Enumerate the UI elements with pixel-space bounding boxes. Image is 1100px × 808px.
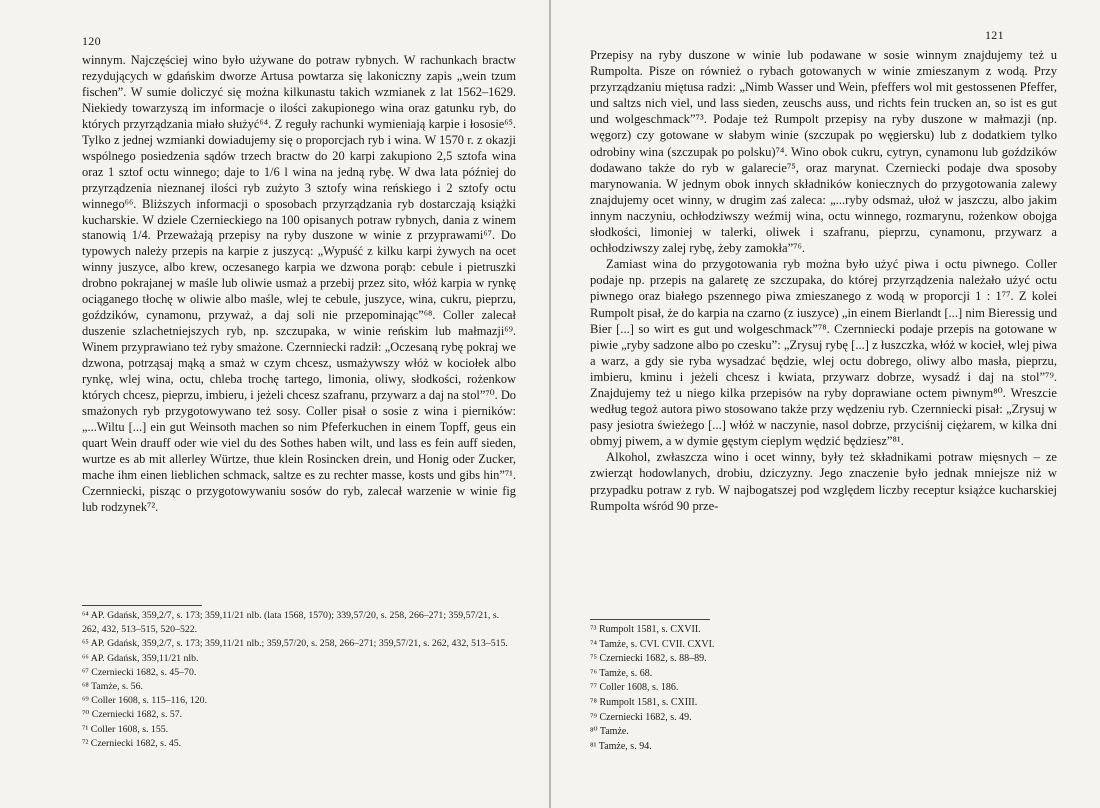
left-paragraph-1: winnym. Najczęściej wino było używane do potraw rybnych. W rachunkach bractw rezydujących w gdańskim dworze Artusa powtarza się lakoniczny zapis „wein tzum fischen”. W sumie doliczyć się można kilkunastu takich wzmianek z lat 1562–1629. Niekiedy towarzyszą im informacje o ilości zakupionego wina oraz gatunku ryb, do których przyrządzania miało służyć⁶⁴. Z reguły rachunki wymieniają karpie i łososie⁶⁵. Tylko z jednej wzmianki dowiadujemy się o proporcjach ryb i wina. W 1570 r. z okazji wspólnego posiedzenia sądów trzech bractw do 20 karpi zakupiono 2,5 sztofa wina oraz 1 sztof octu winnego; daje to 1/6 l wina na jedną rybę. W dwa lata później do przyrządzenia nieznanej ilości ryb zużyto 3 sztofy wina reńskiego i 2 sztofy octu winnego⁶⁶. Bliższych informacji o sposobach przyrządzania ryb dostarczają książki kucharskie. W dziele Czernieckiego na 100 opisanych potraw rybnych, dania z winem stanowią 1/4. Przeważają przepisy na ryby duszone w winie z przyprawami⁶⁷. Do typowych należy przepis na karpie z juszycą: „Wypuść z kilku karpi żywych na ocet winny juszyce, albo krew, oczesanego karpia we dzwona porąb: cebule i pietruszki drobno pokrajanej w maśle lub oliwie usmaż a przebij przez sito, włóż karpia w rynkę ociąganego tłochę w oliwie albo maśle, wlej te cebule, juszyce, wina, cukru, pieprzu, goździków, cynamonu, przyważ, a daj soli nie przepominając”⁶⁸. Coller zalecał duszenie szlachetniejszych ryb, np. szczupaka, w winie reńskim lub małmazji⁶⁹. Winem przyprawiano też ryby smażone. Czernniecki radził: „Oczesaną rybę pokraj we dzwona, potrząsaj mąką a smaż w czym chcesz, usmażywszy włóż w kociołek albo rynkę, wlej wina, octu, chleba trochę tartego, limonia, oliwy, słodkości, rożenkow których chcesz, pieprzu, imbieru, i jeżeli chcesz szafranu, przywarz a daj na stol”⁷⁰. Do smażonych ryb przygotowywano też sosy. Coller pisał o sosie z wina i pierników: „...Wiltu [...] ein gut Weinsoth machen so nim Pfeferkuchen in einem Topff, geus ein quart Wein drauff oder wie viel du des Sothes haben wilt, und lass es fein auff sieden, wurtze es ab mit allerley Würtze, thue klein Rosincken drein, und Honig oder Zucker, mache ihm einen lieblichen schmack, saltze es zu rechter masse, kosts und gibs hin”⁷¹. Czernniecki, pisząc o przygotowywaniu sosów do ryb, zalecał warzenie w winie fig lub rodzynek⁷².	[82, 53, 516, 514]
footnote-70: ⁷⁰ Czerniecki 1682, s. 57.	[82, 709, 183, 721]
footnote-69: ⁶⁹ Coller 1608, s. 115–116, 120.	[82, 695, 208, 707]
footnote-80: ⁸⁰ Tamże.	[590, 726, 629, 738]
footnote-66: ⁶⁶ AP. Gdańsk, 359,11/21 nlb.	[82, 652, 199, 664]
right-footnote-rule	[590, 619, 710, 620]
footnote-67: ⁶⁷ Czerniecki 1682, s. 45–70.	[82, 666, 197, 678]
right-body-text	[590, 47, 1057, 514]
right-footnotes	[590, 623, 1057, 754]
footnote-74: ⁷⁴ Tamże, s. CVI. CVII. CXVI.	[590, 638, 715, 650]
footnote-72: ⁷² Czerniecki 1682, s. 45.	[82, 737, 182, 749]
footnote-78: ⁷⁸ Rumpolt 1581, s. CXIII.	[590, 696, 698, 708]
right-paragraph-3: Alkohol, zwłaszcza wino i ocet winny, były też składnikami potraw mięsnych – ze zwierząt hodowlanych, drobiu, dziczyzny. Jego znaczenie było jednak mniejsze niż w przypadku potraw z ryb. W najbogatszej pod względem liczby receptur książce kucharskiej Rumpolta wśród 90 prze-	[590, 450, 1057, 513]
left-page	[0, 0, 549, 808]
footnote-76: ⁷⁶ Tamże, s. 68.	[590, 667, 653, 679]
footnote-81: ⁸¹ Tamże, s. 94.	[590, 740, 652, 752]
right-page	[551, 0, 1100, 808]
footnote-73: ⁷³ Rumpolt 1581, s. CXVII.	[590, 624, 701, 635]
right-paragraph-2: Zamiast wina do przygotowania ryb można było użyć piwa i octu piwnego. Coller podaje np. przepis na galaretę ze szczupaka, do której przyrządzenia należało użyć octu piwnego oraz białego pszennego piwa zmieszanego z wodą w proporcji 1 : 1⁷⁷. Z kolei Rumpolt pisał, że do karpia na czarno (z iuszyce) „in einem Bierlandt [...] nim Bieressig und Bier [...] so wirt es gut und wolgeschmack”⁷⁸. Czernniecki podaje przepis na gotowane w piwie „ryby sadzone albo po czesku”: „Zrysuj rybę [...] z łuszczka, włóż w kocieł, wlej piwa a warz, a gdy sie ryba wysadzać będzie, wlej octu dobrego, oliwy albo masła, pieprzu, imbieru, kminu i jeżeli chcesz i kwiata, przywarz dobrze, wysadź i daj na stol”⁷⁹. Znajdujemy też u niego kilka przepisów na ryby doprawiane octem piwnym⁸⁰. Wreszcie według tegoż autora piwo stosowano także przy wędzeniu ryb. Czernniecki pisał: „Zrysuj w pasy jesiotra świeżego [...] włóż w naczynie, nasol dobrze, przyciśnij ciężarem, w kilka dni obmyj piwem, a w dymie gęstym cieplym wędzić będziesz”⁸¹.	[590, 257, 1057, 449]
footnote-64: ⁶⁴ AP. Gdańsk, 359,2/7, s. 173; 359,11/21 nlb. (lata 1568, 1570); 339,57/20, s. 258, 266–271; 359,57/21, s. 262, 432, 513–515, 520–522.	[82, 610, 500, 636]
footnote-68: ⁶⁸ Tamże, s. 56.	[82, 681, 143, 693]
page-number-right: 121	[985, 28, 1004, 42]
footnote-71: ⁷¹ Coller 1608, s. 155.	[82, 723, 169, 735]
page-number-left: 120	[82, 34, 101, 48]
right-paragraph-1: Przepisy na ryby duszone w winie lub podawane w sosie winnym znajdujemy też u Rumpolta. Pisze on również o rybach gotowanych w winie zmieszanym z wodą. Przy przyrządzaniu miętusa radzi: „Nimb Wasser und Wein, pfeffers wol mit gestossenen Pfeffer, und saltzs nich viel, und lass sieden, zeuschs auss, und richts fein trucken an, so ist es gut und wolgeschmack”⁷³. Podaje też Rumpolt przepisy na ryby duszone w małmazji (np. węgorz) czy gotowane w słabym winie (szczupak po węgiersku) lub z dodatkiem tylko odrobiny wina (szczupak po polsku)⁷⁴. Wino obok cukru, cytryn, cynamonu lub goździków dodawano także do ryb w galarecie⁷⁵, oraz marynat. Czerniecki podaje dwa sposoby marynowania. W jednym obok innych składników koniecznych do przygotowania zalewy znajdujemy ocet winny, w drugim zaś zaleca: „...ryby odsmaż, ułoż w jaszczu, albo jakim innym naczyniu, ochłodziwszy weźmij wina, octu winnego, rozmarynu, rożenkow obojga słodkości, limoniej w talerki, oliwek i szafranu, pieprzu, cynamonu, przywarz a ochłodziwszy zalej rybę, żeby zamokła”⁷⁶.	[590, 48, 1057, 256]
footnote-77: ⁷⁷ Coller 1608, s. 186.	[590, 682, 679, 694]
footnote-79: ⁷⁹ Czerniecki 1682, s. 49.	[590, 711, 692, 723]
left-footnotes	[82, 609, 516, 751]
left-body-text	[82, 53, 516, 516]
footnote-75: ⁷⁵ Czerniecki 1682, s. 88–89.	[590, 653, 707, 665]
footnote-65: ⁶⁵ AP. Gdańsk, 359,2/7, s. 173; 359,11/21 nlb.; 359,57/20, s. 258, 266–271; 359,57/21, s. 262, 432, 513–515.	[82, 638, 508, 650]
left-footnote-rule	[82, 605, 202, 606]
